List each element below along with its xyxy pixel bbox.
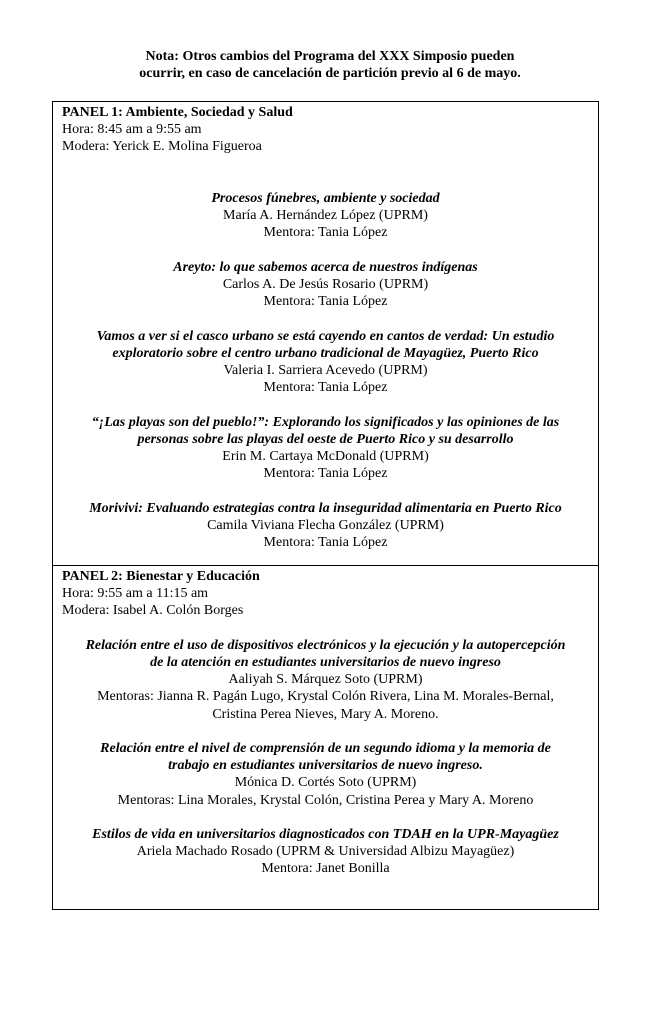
talk: [62, 328, 589, 397]
panel-hora: Hora: 8:45 am a 9:55 am: [62, 122, 202, 138]
program-note: [0, 48, 660, 82]
talk-title: trabajo en estudiantes universitarios de nuevo ingreso.: [168, 758, 483, 774]
talk: [62, 500, 589, 552]
talk-title: Relación entre el nivel de comprensión de un segundo idioma y la memoria de: [100, 741, 551, 756]
talk-mentor: Mentoras: Jianna R. Pagán Lugo, Krystal Colón Rivera, Lina M. Morales-Bernal,: [97, 689, 554, 705]
talk-mentor: Mentora: Tania López: [263, 380, 388, 396]
talk-mentor: Mentora: Tania López: [263, 534, 388, 550]
talk-title: Areyto: lo que sabemos acerca de nuestros indígenas: [173, 259, 478, 275]
talk-title: Morivivi: Evaluando estrategias contra la inseguridad alimentaria en Puerto Rico: [89, 500, 562, 516]
schedule-table: [52, 101, 599, 910]
talk: [62, 826, 589, 878]
talk-author: Camila Viviana Flecha González (UPRM): [207, 517, 444, 533]
talk-title: Vamos a ver si el casco urbano se está cayendo en cantos de verdad: Un estudio: [96, 328, 555, 344]
talk-author: Aaliyah S. Márquez Soto (UPRM): [228, 672, 423, 688]
talk-mentor: Mentora: Tania López: [263, 294, 388, 310]
panel-title: PANEL 2: Bienestar y Educación: [62, 569, 260, 584]
talk-author: Mónica D. Cortés Soto (UPRM): [234, 775, 417, 791]
talk-title: personas sobre las playas del oeste de Puerto Rico y su desarrollo: [137, 431, 514, 447]
talk: [62, 637, 589, 723]
panel-modera: Modera: Yerick E. Molina Figueroa: [62, 139, 262, 155]
note-line: Nota: Otros cambios del Programa del XXX Simposio pueden: [145, 49, 515, 64]
talk: [62, 259, 589, 311]
talk-author: Valeria I. Sarriera Acevedo (UPRM): [223, 362, 428, 378]
panel-hora: Hora: 9:55 am a 11:15 am: [62, 586, 209, 602]
panel-modera: Modera: Isabel A. Colón Borges: [62, 603, 244, 619]
talk-mentor: Mentora: Janet Bonilla: [261, 861, 390, 877]
talk: [62, 190, 589, 242]
talk-author: Ariela Machado Rosado (UPRM & Universidad Albizu Mayagüez): [136, 844, 515, 860]
panel-title: PANEL 1: Ambiente, Sociedad y Salud: [62, 105, 293, 120]
talk: [62, 740, 589, 809]
note-line: ocurrir, en caso de cancelación de partición previo al 6 de mayo.: [139, 66, 521, 82]
panel-1-cell: [53, 102, 598, 565]
talk-author: Erin M. Cartaya McDonald (UPRM): [222, 448, 429, 464]
talk-title: de la atención en estudiantes universitarios de nuevo ingreso: [150, 655, 501, 670]
talk-author: María A. Hernández López (UPRM): [223, 208, 428, 224]
talk: [62, 414, 589, 483]
talk-title: Relación entre el uso de dispositivos electrónicos y la ejecución y la autopercepción: [85, 637, 566, 653]
panel-2-cell: [53, 565, 598, 909]
talk-title: Estilos de vida en universitarios diagnosticados con TDAH en la UPR-Mayagüez: [92, 827, 559, 842]
talk-author: Carlos A. De Jesús Rosario (UPRM): [222, 276, 429, 292]
talk-mentor: Mentoras: Lina Morales, Krystal Colón, Cristina Perea y Mary A. Moreno: [117, 792, 534, 808]
talk-mentor: Mentora: Tania López: [263, 466, 388, 482]
talk-title: “¡Las playas son del pueblo!”: Explorando los significados y las opiniones de las: [91, 414, 560, 430]
talk-mentor: Cristina Perea Nieves, Mary A. Moreno.: [212, 706, 439, 722]
talk-mentor: Mentora: Tania López: [263, 225, 388, 241]
talk-title: exploratorio sobre el centro urbano tradicional de Mayagüez, Puerto Rico: [112, 345, 539, 361]
talk-title: Procesos fúnebres, ambiente y sociedad: [211, 190, 440, 206]
